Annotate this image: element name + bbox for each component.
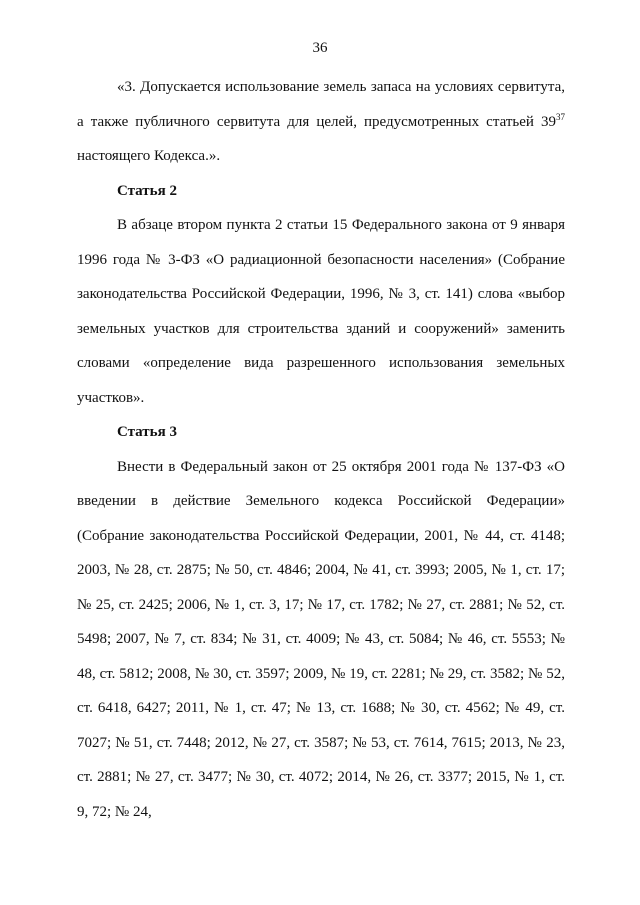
amendment-text: «3. Допускается использование земель запаса на условиях сервитута, а также публичного сервитута для целей, предусмотренных статьей 39	[77, 79, 565, 130]
article-3-text: Внести в Федеральный закон от 25 октября 2001 года № 137-ФЗ «О введении в действие Земельного кодекса Российской Федерации» (Собрание законодательства Российской Федерации, 2001, № 44, ст. 4148; 2003, № 28, ст. 2875; № 50, ст. 4846; 2004, № 41, ст. 3993; 2005, № 1, ст. 17; № 25, ст. 2425; 2006, № 1, ст. 3, 17; № 17, ст. 1782; № 27, ст. 2881; № 52, ст. 5498; 2007, № 7, ст. 834; № 31, ст. 4009; № 43, ст. 5084; № 46, ст. 5553; № 48, ст. 5812; 2008, № 30, ст. 3597; 2009, № 19, ст. 2281; № 29, ст. 3582; № 52, ст. 6418, 6427; 2011, № 1, ст. 47; № 13, ст. 1688; № 30, ст. 4562; № 49, ст. 7027; № 51, ст. 7448; 2012, № 27, ст. 3587; № 53, ст. 7614, 7615; 2013, № 23, ст. 2881; № 27, ст. 3477; № 30, ст. 4072; 2014, № 26, ст. 3377; 2015, № 1, ст. 9, 72; № 24,	[77, 458, 565, 820]
article-superscript: 37	[556, 111, 565, 122]
document-body	[77, 70, 565, 829]
amendment-text-end: настоящего Кодекса.».	[77, 148, 221, 164]
page-number: 36	[312, 40, 328, 56]
amendment-paragraph	[77, 70, 565, 174]
article-2-text: В абзаце втором пункта 2 статьи 15 Федерального закона от 9 января 1996 года № 3-ФЗ «О радиационной безопасности населения» (Собрание законодательства Российской Федерации, 1996, № 3, ст. 141) слова «выбор земельных участков для строительства зданий и сооружений» заменить словами «определение вида разрешенного использования земельных участков».	[77, 217, 565, 406]
article-2-title: Статья 2	[117, 182, 177, 199]
article-3-title: Статья 3	[117, 424, 177, 440]
